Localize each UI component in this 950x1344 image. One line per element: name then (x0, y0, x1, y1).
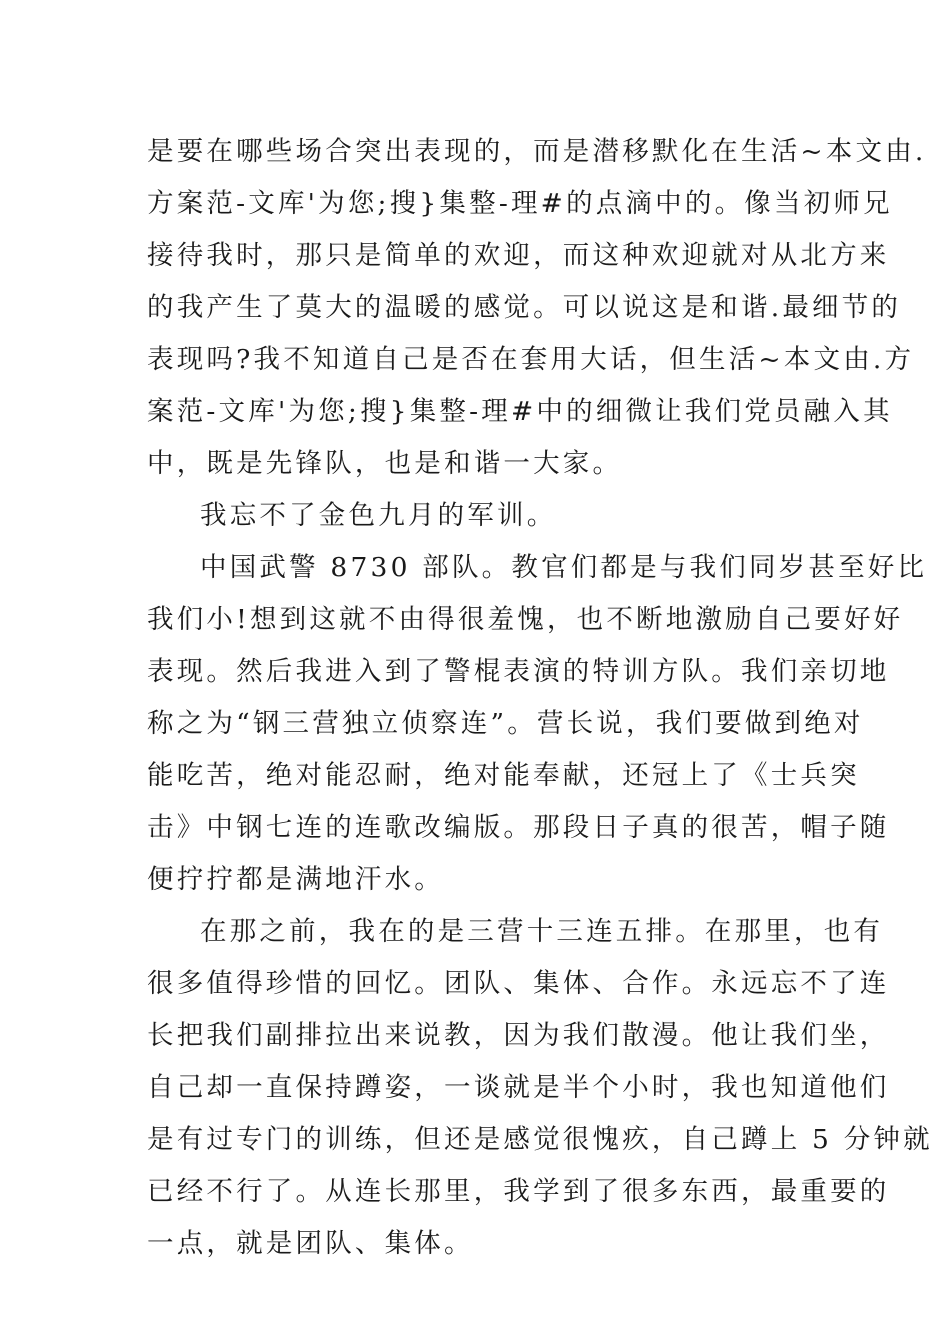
text-line: 的我产生了莫大的温暖的感觉。可以说这是和谐.最细节的 (147, 292, 902, 323)
text-line: 是有过专门的训练，但还是感觉很愧疚，自己蹲上 5 分钟就 (147, 1124, 933, 1155)
text-line: 长把我们副排拉出来说教，因为我们散漫。他让我们坐， (147, 1020, 890, 1051)
paragraph-first-line: 中国武警 8730 部队。教官们都是与我们同岁甚至好比 (200, 552, 928, 583)
text-line: 表现吗?我不知道自己是否在套用大话，但生活~本文由.方 (147, 344, 915, 375)
text-line: 很多值得珍惜的回忆。团队、集体、合作。永远忘不了连 (147, 968, 890, 999)
text-line: 是要在哪些场合突出表现的，而是潜移默化在生活~本文由. (147, 136, 927, 167)
text-line: 能吃苦，绝对能忍耐，绝对能奉献，还冠上了《士兵突 (147, 760, 860, 791)
text-line: 表现。然后我进入到了警棍表演的特训方队。我们亲切地 (147, 656, 890, 687)
text-line: 我们小!想到这就不由得很羞愧，也不断地激励自己要好好 (147, 604, 904, 635)
text-line: 击》中钢七连的连歌改编版。那段日子真的很苦，帽子随 (147, 812, 890, 843)
text-line: 一点，就是团队、集体。 (147, 1228, 474, 1259)
paragraph-first-line: 在那之前，我在的是三营十三连五排。在那里，也有 (200, 916, 884, 947)
text-line: 接待我时，那只是简单的欢迎，而这种欢迎就对从北方来 (147, 240, 890, 271)
text-line: 便拧拧都是满地汗水。 (147, 864, 444, 895)
text-line: 自己却一直保持蹲姿，一谈就是半个小时，我也知道他们 (147, 1072, 890, 1103)
text-line: 方案范-文库'为您;搜}集整-理#的点滴中的。像当初师兄 (147, 188, 893, 219)
paragraph-first-line: 我忘不了金色九月的军训。 (200, 500, 557, 531)
text-line: 中，既是先锋队，也是和谐一大家。 (147, 448, 623, 479)
text-line: 案范-文库'为您;搜}集整-理#中的细微让我们党员融入其 (147, 396, 893, 427)
text-line: 已经不行了。从连长那里，我学到了很多东西，最重要的 (147, 1176, 890, 1207)
text-line: 称之为“钢三营独立侦察连”。营长说，我们要做到绝对 (147, 708, 864, 739)
